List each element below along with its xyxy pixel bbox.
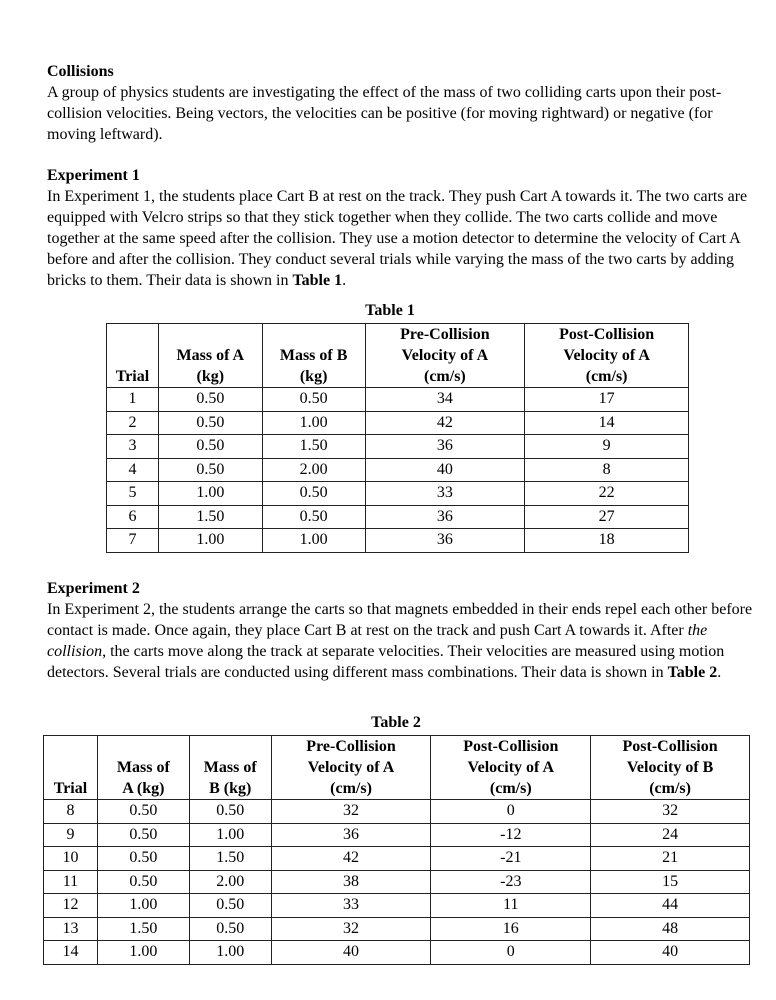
table-cell: 48 xyxy=(591,917,750,941)
table-cell: 11 xyxy=(44,870,98,894)
table-cell: 27 xyxy=(525,505,689,529)
table2-header-cell: Pre-Collision Velocity of A (cm/s) xyxy=(271,736,431,800)
table-cell: 22 xyxy=(525,482,689,506)
table-cell: 7 xyxy=(107,529,159,553)
experiment2-section xyxy=(47,578,759,683)
table-cell: 36 xyxy=(365,505,525,529)
table-cell: 1.00 xyxy=(262,529,365,553)
table-cell: 0.50 xyxy=(189,917,271,941)
period: . xyxy=(342,272,347,289)
table-cell: 1.00 xyxy=(158,529,262,553)
table1-header-cell: Mass of A (kg) xyxy=(158,324,262,388)
table-cell: 0.50 xyxy=(97,800,189,824)
table2-header-row xyxy=(44,736,750,800)
table-cell: 36 xyxy=(271,823,431,847)
table-cell: 24 xyxy=(591,823,750,847)
table-row xyxy=(44,941,750,965)
table-cell: 0.50 xyxy=(158,458,262,482)
table-cell: 1.50 xyxy=(189,847,271,871)
table2-header-cell: Post-Collision Velocity of B (cm/s) xyxy=(591,736,750,800)
table2 xyxy=(43,735,750,965)
table-cell: -23 xyxy=(431,870,591,894)
table-row xyxy=(44,800,750,824)
table-cell: 42 xyxy=(271,847,431,871)
table-cell: 12 xyxy=(44,894,98,918)
table-cell: 9 xyxy=(44,823,98,847)
table-row xyxy=(107,388,689,412)
table1-caption: Table 1 xyxy=(365,302,415,319)
table-cell: 14 xyxy=(44,941,98,965)
table-cell: 0.50 xyxy=(97,870,189,894)
experiment2-paragraph xyxy=(47,599,759,683)
experiment2-title: Experiment 2 xyxy=(47,580,140,597)
table-cell: 38 xyxy=(271,870,431,894)
experiment1-text: In Experiment 1, the students place Cart B at rest on the track. They push Cart A towards it. The two carts are equipped with Velcro strips so that they stick together when they collide. The two carts collide and move together at the same speed after the collision. They use a motion detector to determine the velocity of Cart A before and after the collision. They conduct several trials while varying the mass of the two carts by adding bricks to them. Their data is shown in xyxy=(47,188,748,289)
experiment2-text2: , the carts move along the track at separate velocities. Their velocities are measured using motion detectors. Several trials are conducted using different mass combinations. Their data is shown in xyxy=(47,643,725,681)
table-cell: 2 xyxy=(107,411,159,435)
table2-header-cell: Trial xyxy=(44,736,98,800)
table-cell: 1.00 xyxy=(189,823,271,847)
intro-section xyxy=(47,61,759,145)
table-cell: 10 xyxy=(44,847,98,871)
table-cell: -12 xyxy=(431,823,591,847)
table1-header-cell: Post-Collision Velocity of A (cm/s) xyxy=(525,324,689,388)
table-cell: 40 xyxy=(365,458,525,482)
table-row xyxy=(107,482,689,506)
table-row xyxy=(44,917,750,941)
table-cell: 6 xyxy=(107,505,159,529)
table-cell: 15 xyxy=(591,870,750,894)
table-cell: 0.50 xyxy=(97,823,189,847)
experiment2-italic: the collision xyxy=(47,622,708,660)
table-cell: 0.50 xyxy=(189,894,271,918)
table-row xyxy=(107,411,689,435)
table-cell: 32 xyxy=(591,800,750,824)
table-cell: 1.00 xyxy=(189,941,271,965)
table-cell: 44 xyxy=(591,894,750,918)
table-row xyxy=(107,529,689,553)
table-cell: 9 xyxy=(525,435,689,459)
table-row xyxy=(107,435,689,459)
table-cell: 0 xyxy=(431,800,591,824)
table-cell: 0.50 xyxy=(262,482,365,506)
table-cell: 33 xyxy=(271,894,431,918)
table-cell: 0.50 xyxy=(97,847,189,871)
table-row xyxy=(44,870,750,894)
table-row xyxy=(107,458,689,482)
table-cell: 14 xyxy=(525,411,689,435)
intro-paragraph: A group of physics students are investigating the effect of the mass of two colliding carts upon their post-collision velocities. Being vectors, the velocities can be positive (for moving rightward) or negative (for moving leftward). xyxy=(47,84,722,143)
table-cell: 1.50 xyxy=(158,505,262,529)
table-cell: 0.50 xyxy=(158,388,262,412)
table-cell: 2.00 xyxy=(189,870,271,894)
table-row xyxy=(44,823,750,847)
table-cell: 1.00 xyxy=(158,482,262,506)
table-cell: 17 xyxy=(525,388,689,412)
table2-header-cell: Mass of B (kg) xyxy=(189,736,271,800)
table-cell: 1 xyxy=(107,388,159,412)
table-cell: 0.50 xyxy=(158,435,262,459)
table-cell: 1.00 xyxy=(262,411,365,435)
table-cell: 36 xyxy=(365,529,525,553)
table2-caption: Table 2 xyxy=(371,714,421,731)
table-cell: -21 xyxy=(431,847,591,871)
table2-header-cell: Post-Collision Velocity of A (cm/s) xyxy=(431,736,591,800)
table-cell: 21 xyxy=(591,847,750,871)
table-cell: 4 xyxy=(107,458,159,482)
experiment1-paragraph xyxy=(47,186,759,291)
table-cell: 3 xyxy=(107,435,159,459)
experiment1-title: Experiment 1 xyxy=(47,167,140,184)
table2-ref: Table 2 xyxy=(667,664,718,681)
table-cell: 8 xyxy=(525,458,689,482)
table-row xyxy=(107,505,689,529)
table-cell: 32 xyxy=(271,917,431,941)
table1-header-cell: Trial xyxy=(107,324,159,388)
table1-header-row xyxy=(107,324,689,388)
period: . xyxy=(717,664,722,681)
table-cell: 0.50 xyxy=(189,800,271,824)
table1-header-cell: Mass of B (kg) xyxy=(262,324,365,388)
table-cell: 0.50 xyxy=(262,505,365,529)
table-cell: 16 xyxy=(431,917,591,941)
table-cell: 0.50 xyxy=(158,411,262,435)
table-cell: 18 xyxy=(525,529,689,553)
table2-header-cell: Mass of A (kg) xyxy=(97,736,189,800)
table-cell: 0 xyxy=(431,941,591,965)
table1-ref: Table 1 xyxy=(292,272,343,289)
table-cell: 1.00 xyxy=(97,941,189,965)
table-cell: 2.00 xyxy=(262,458,365,482)
table-row xyxy=(44,847,750,871)
table-cell: 1.50 xyxy=(262,435,365,459)
table-cell: 40 xyxy=(271,941,431,965)
section-title: Collisions xyxy=(47,63,114,80)
table-cell: 34 xyxy=(365,388,525,412)
table-cell: 40 xyxy=(591,941,750,965)
table1-header-cell: Pre-Collision Velocity of A (cm/s) xyxy=(365,324,525,388)
table-cell: 1.00 xyxy=(97,894,189,918)
experiment2-text1: In Experiment 2, the students arrange the carts so that magnets embedded in their ends repel each other before contact is made. Once again, they place Cart B at rest on the track and push Cart A towards it. After xyxy=(47,601,753,639)
table-cell: 32 xyxy=(271,800,431,824)
table-cell: 1.50 xyxy=(97,917,189,941)
table-cell: 11 xyxy=(431,894,591,918)
experiment1-section xyxy=(47,165,759,291)
table-cell: 0.50 xyxy=(262,388,365,412)
table1 xyxy=(106,323,689,553)
table-cell: 8 xyxy=(44,800,98,824)
table-cell: 13 xyxy=(44,917,98,941)
table-cell: 36 xyxy=(365,435,525,459)
table-cell: 42 xyxy=(365,411,525,435)
table-cell: 5 xyxy=(107,482,159,506)
table-cell: 33 xyxy=(365,482,525,506)
table-row xyxy=(44,894,750,918)
